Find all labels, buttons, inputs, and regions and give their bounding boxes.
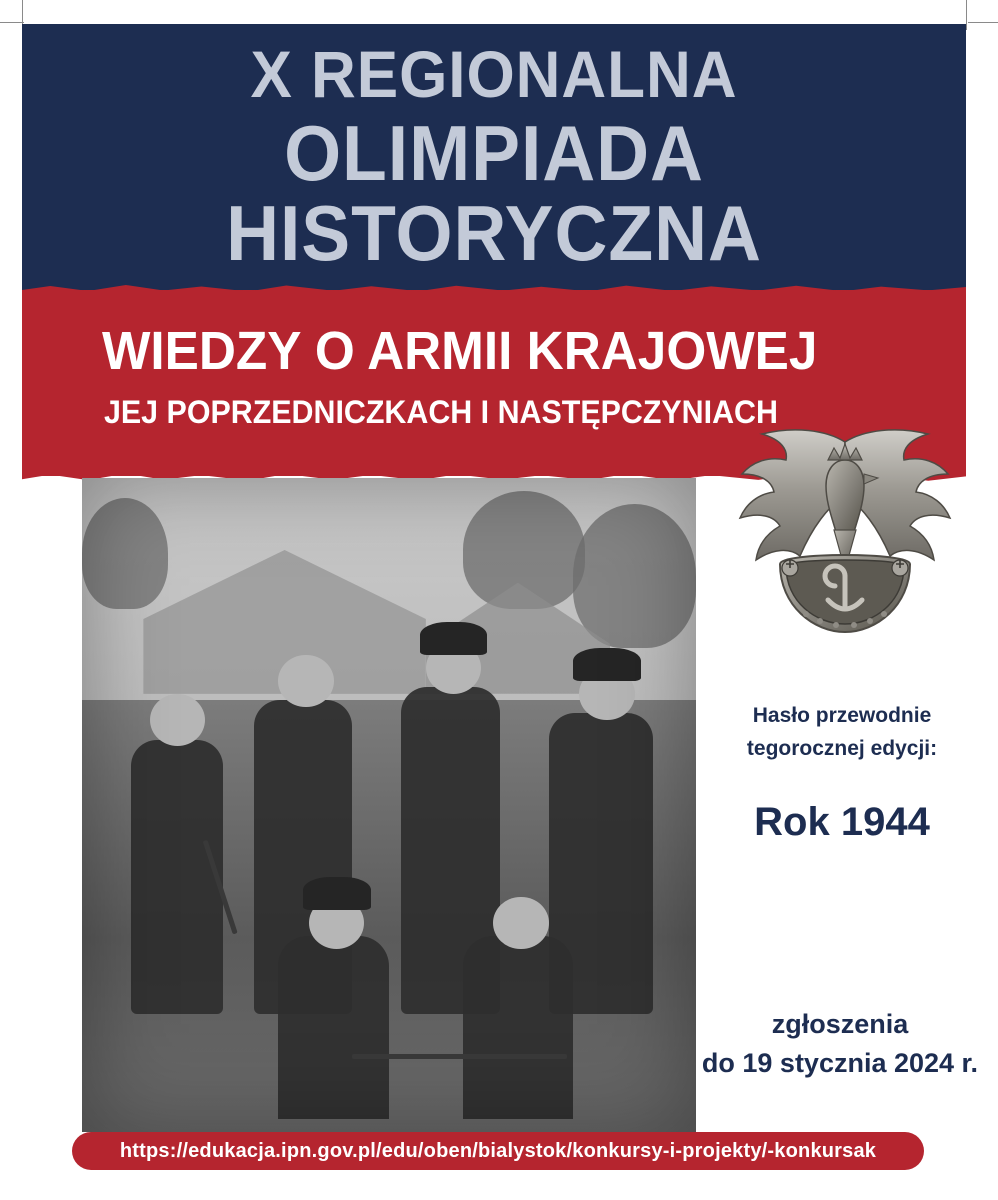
crop-mark-horizontal-left	[0, 22, 24, 23]
deadline-line-1: zgłoszenia	[771, 1009, 909, 1039]
crop-mark-horizontal-right	[968, 22, 998, 23]
red-band-title: WIEDZY O ARMII KRAJOWEJ	[102, 321, 818, 381]
crop-mark-vertical-right	[966, 0, 967, 30]
deadline-block	[700, 1005, 980, 1083]
url-text[interactable]: https://edukacja.ipn.gov.pl/edu/oben/bialystok/konkursy-i-projekty/-konkursak	[119, 1139, 877, 1162]
photo-vignette	[82, 478, 696, 1132]
polish-eagle-emblem-icon	[716, 400, 974, 656]
poster-header-band	[22, 24, 966, 290]
historical-photo	[82, 478, 696, 1132]
url-bar[interactable]	[72, 1132, 924, 1170]
motto-label-line-2: tegorocznej edycji:	[746, 736, 938, 760]
header-title-line-1: X REGIONALNA	[250, 36, 738, 111]
motto-value: Rok 1944	[754, 800, 930, 844]
header-title-line-2: OLIMPIADA HISTORYCZNA	[226, 109, 762, 277]
motto-label-line-1: Hasło przewodnie	[752, 704, 932, 727]
deadline-line-2: do 19 stycznia 2024 r.	[701, 1048, 979, 1079]
motto-label	[716, 700, 968, 765]
red-band-subtitle: JEJ POPRZEDNICZKACH I NASTĘPCZYNIACH	[104, 394, 778, 430]
